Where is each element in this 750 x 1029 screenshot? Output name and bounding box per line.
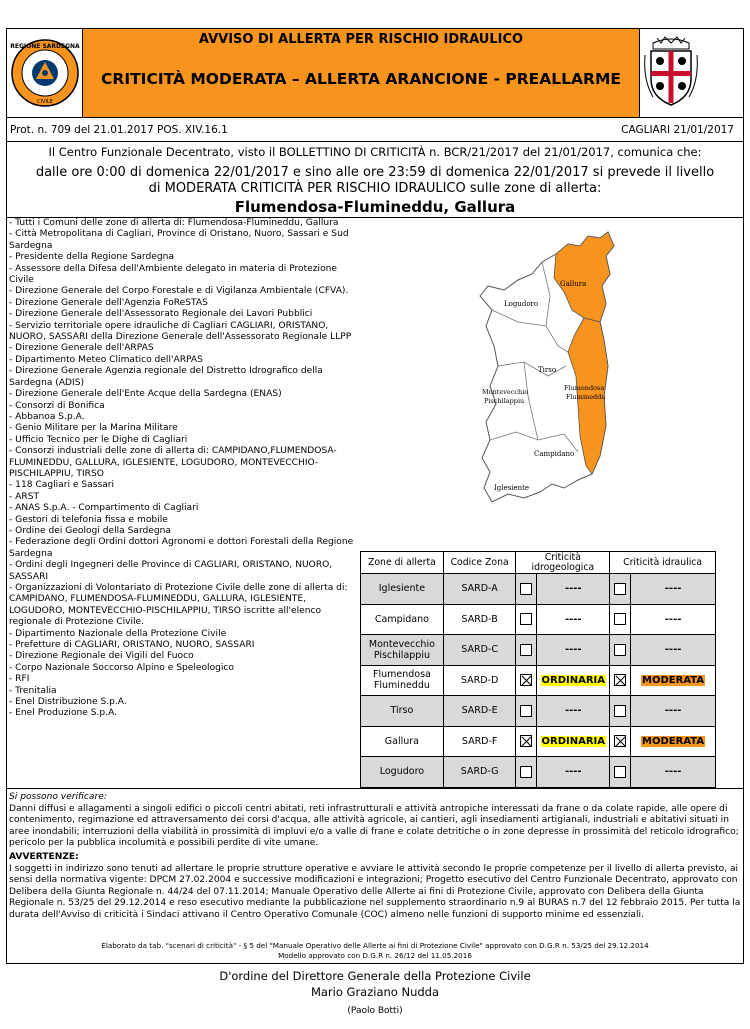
checkbox-icon — [614, 674, 626, 686]
regione-sardegna-logo — [8, 32, 82, 114]
idraulica-level-cell — [631, 665, 716, 696]
place-date: CAGLIARI 21/01/2017 — [621, 124, 734, 136]
logo-left-sub: CIVILE — [37, 99, 53, 105]
divider — [6, 788, 744, 789]
idrogeo-checkbox-cell — [516, 696, 537, 727]
recipient-item: - Direzione Generale Agenzia regionale del Distretto Idrografico della Sardegna (ADIS) — [9, 366, 323, 388]
idrogeo-level: ---- — [564, 766, 582, 778]
sardinia-coat-of-arms-icon — [641, 35, 701, 110]
checkbox-icon — [520, 705, 532, 717]
recipient-item: - Trenitalia — [9, 685, 57, 696]
idraulica-level-cell — [631, 604, 716, 635]
header-idraulica: Criticità idraulica — [610, 552, 716, 574]
recipient-item: - Direzione Regionale dei Vigili del Fuoco — [9, 651, 194, 662]
alert-period-line-2: di MODERATA CRITICITÀ PER RISCHIO IDRAULICO sulle zone di allerta: — [148, 181, 602, 196]
checkbox-icon — [520, 583, 532, 595]
checkbox-icon — [614, 613, 626, 625]
checkbox-icon — [520, 766, 532, 778]
possible-effects-text: Danni diffusi e allagamenti a singoli edifici o piccoli centri abitati, reti infrastrutturali e attività antropiche interessati da frane o da colate rapide, alle opere di contenimento, regimazione ed attraversamento dei corsi d'acqua, alle attività agricole, ai cantieri, agli insediamenti artigianali, industriali e abitativi situati in aree inondabili; interruzioni della viabilità in prossimità di impluvi e/o a valle di frane e colate detritiche o in zone depresse in prossimità del reticolo idrografico; pericolo per la pubblica incolumità e possibili perdite di vite umane. — [9, 803, 739, 849]
checkbox-icon — [614, 705, 626, 717]
recipient-item: - Città Metropolitana di Cagliari, Province di Oristano, Nuoro, Sassari e Sud Sardegna — [9, 229, 349, 251]
divider — [6, 117, 744, 118]
zone-name: Iglesiente — [361, 574, 444, 605]
zone-name: Flumendosa Flumineddu — [361, 665, 444, 696]
map-label-campidano: Campidano — [534, 450, 575, 458]
map-label-flumendosa-2: Flumineddu — [566, 393, 606, 401]
zone-name: Logudoro — [361, 757, 444, 788]
idraulica-checkbox-cell — [610, 696, 631, 727]
zone-code: SARD-A — [443, 574, 516, 605]
intro-text: Il Centro Funzionale Decentrato, visto il BOLLETTINO DI CRITICITÀ n. BCR/21/2017 del 21/01/2017, comunica che: — [48, 145, 702, 159]
recipient-item: - 118 Cagliari e Sassari — [9, 480, 115, 491]
checkbox-icon — [520, 735, 532, 747]
idrogeo-level-cell — [537, 665, 610, 696]
recipient-item: - Dipartimento Meteo Climatico dell'ARPAS — [9, 354, 203, 365]
recipient-item: - Ordini degli Ingegneri delle Province di CAGLIARI, ORISTANO, NUORO, SASSARI — [9, 560, 333, 582]
elaboration-note — [6, 941, 744, 960]
alert-title: AVVISO DI ALLERTA PER RISCHIO IDRAULICO — [198, 32, 524, 47]
idrogeo-level: ---- — [564, 705, 582, 717]
idrogeo-level: ---- — [564, 613, 582, 625]
map-label-gallura: Gallura — [560, 280, 587, 288]
idraulica-checkbox-cell — [610, 665, 631, 696]
idrogeo-checkbox-cell — [516, 635, 537, 666]
recipient-item: - ANAS S.p.A. - Compartimento di Cagliari — [9, 503, 199, 514]
signer-role: D'ordine del Direttore Generale della Protezione Civile — [219, 969, 531, 983]
idraulica-level: ---- — [664, 705, 682, 717]
idraulica-checkbox-cell — [610, 635, 631, 666]
idrogeo-checkbox-cell — [516, 604, 537, 635]
warnings — [9, 852, 741, 922]
idrogeo-level-cell — [537, 696, 610, 727]
idrogeo-level-cell — [537, 726, 610, 757]
recipient-item: - Consorzi di Bonifica — [9, 400, 105, 411]
recipient-item: - Direzione Generale dell'Ente Acque della Sardegna (ENAS) — [9, 389, 282, 400]
idraulica-level-cell — [631, 726, 716, 757]
idrogeo-checkbox-cell — [516, 665, 537, 696]
header-code: Codice Zona — [443, 552, 516, 574]
checkbox-icon — [614, 644, 626, 656]
idraulica-level: ---- — [664, 644, 682, 656]
idraulica-level-cell — [631, 635, 716, 666]
recipient-item: - Tutti i Comuni delle zone di allerta di: Flumendosa-Flumineddu, Gallura — [9, 218, 339, 228]
map-label-montevecchio-1: Montevecchio — [482, 388, 529, 396]
idraulica-checkbox-cell — [610, 604, 631, 635]
table-header-row — [361, 552, 716, 574]
recipient-item: - Direzione Generale dell'Assessorato Regionale dei Lavori Pubblici — [9, 309, 313, 320]
idraulica-level-cell — [631, 696, 716, 727]
idraulica-level-cell — [631, 757, 716, 788]
warnings-title: AVVERTENZE: — [9, 852, 79, 862]
table-row — [361, 757, 716, 788]
possible-effects-title: Si possono verificare: — [9, 792, 107, 802]
checkbox-icon — [614, 735, 626, 747]
idraulica-level-cell — [631, 574, 716, 605]
idrogeo-level: ORDINARIA — [541, 674, 606, 686]
checkbox-icon — [520, 613, 532, 625]
table-row — [361, 696, 716, 727]
table-row — [361, 635, 716, 666]
zone-code: SARD-B — [443, 604, 516, 635]
recipient-item: - Consorzi industriali delle zone di allerta di: CAMPIDANO,FLUMENDOSA-FLUMINEDDU, GALLURA, IGLESIENTE, LOGUDORO, MONTEVECCHIO-PISCHILAPPIU, TIRSO — [9, 446, 337, 479]
sardinia-alert-map — [468, 226, 638, 518]
map-label-flumendosa-1: Flumendosa — [564, 384, 605, 392]
idrogeo-level-cell — [537, 635, 610, 666]
table-row — [361, 665, 716, 696]
checkbox-icon — [614, 766, 626, 778]
zone-code: SARD-D — [443, 665, 516, 696]
idrogeo-level-cell — [537, 604, 610, 635]
recipient-item: - ARST — [9, 491, 40, 502]
recipient-item: - Direzione Generale dell'Agenzia FoReSTAS — [9, 297, 208, 308]
recipient-item: - RFI — [9, 674, 30, 685]
recipient-item: - Prefetture di CAGLIARI, ORISTANO, NUORO, SASSARI — [9, 640, 255, 651]
header-zone: Zone di allerta — [361, 552, 444, 574]
possible-effects — [9, 792, 739, 850]
idraulica-level: ---- — [664, 613, 682, 625]
idrogeo-checkbox-cell — [516, 726, 537, 757]
table-row — [361, 574, 716, 605]
logo-left-text: REGIONE SARDEGNA — [10, 43, 80, 50]
warnings-text: I soggetti in indirizzo sono tenuti ad allertare le proprie strutture operative e avviare le attività secondo le proprie competenze per il livello di allerta previsto, ai sensi della normativa vigente: DPCM 27.02.2004 e successive modificazioni e integrazioni; Progetto esecutivo del Centro Funzionale Decentrato, approvato con Delibera della Giunta Regionale n. 44/24 del 07.11.2014; Manuale Operativo delle Allerte ai fini di Protezione Civile, approvato con Delibera della Giunta Regionale n. 53/25 del 29.12.2014 e reso esecutivo mediante la pubblicazione nel supplemento straordinario n.9 al BURAS n.7 del 12 febbraio 2015. Per tutta la durata dell'Avviso di criticità i Sindaci attivano il Centro Operativo Comunale (COC) almeno nelle funzioni di supporto minime ed essenziali. — [9, 863, 741, 920]
protocol-number: Prot. n. 709 del 21.01.2017 POS. XIV.16.1 — [10, 124, 228, 136]
signer-name: Mario Graziano Nudda — [310, 985, 440, 999]
signer-signature: (Paolo Botti) — [347, 1006, 403, 1016]
recipient-item: - Ufficio Tecnico per le Dighe di Cagliari — [9, 434, 188, 445]
note-line-2: Modello approvato con D.G.R n. 26/12 del 11.05.2016 — [278, 950, 472, 960]
checkbox-icon — [520, 674, 532, 686]
idraulica-checkbox-cell — [610, 574, 631, 605]
zone-code: SARD-G — [443, 757, 516, 788]
map-label-logudoro: Logudoro — [504, 300, 539, 308]
recipient-item: - Assessore della Difesa dell'Ambiente delegato in materia di Protezione Civile — [9, 263, 337, 286]
recipient-item: - Organizzazioni di Volontariato di Protezione Civile delle zone di allerta di: CAMPIDANO, FLUMENDOSA-FLUMINEDDU, GALLURA, IGLESIENTE, LOGUDORO, MONTEVECCHIO-PISCHILAPPIU, TIRSO iscritte all'elenco regionale di Protezione Civile. — [9, 583, 348, 628]
recipient-item: - Direzione Generale dell'ARPAS — [9, 343, 154, 354]
recipient-item: - Enel Produzione S.p.A. — [9, 708, 118, 719]
zone-name: Campidano — [361, 604, 444, 635]
idraulica-level: MODERATA — [642, 735, 705, 747]
recipient-item: - Ordine dei Geologi della Sardegna — [9, 525, 172, 536]
idrogeo-level-cell — [537, 574, 610, 605]
idrogeo-level: ---- — [564, 644, 582, 656]
map-label-montevecchio-2: Pischilappiu — [484, 397, 525, 405]
table-row — [361, 604, 716, 635]
alert-zones-title: Flumendosa-Flumineddu, Gallura — [234, 198, 516, 216]
alert-period — [6, 165, 744, 197]
map-label-tirso: Tirso — [538, 366, 557, 374]
zone-code: SARD-E — [443, 696, 516, 727]
idrogeo-level-cell — [537, 757, 610, 788]
criticality-table — [360, 551, 716, 788]
idrogeo-checkbox-cell — [516, 757, 537, 788]
zone-code: SARD-F — [443, 726, 516, 757]
zone-code: SARD-C — [443, 635, 516, 666]
zone-name: Gallura — [361, 726, 444, 757]
idrogeo-level: ORDINARIA — [541, 735, 606, 747]
idrogeo-level: ---- — [564, 583, 582, 595]
idraulica-level: ---- — [664, 766, 682, 778]
alert-header — [82, 29, 640, 117]
recipient-item: - Abbanoa S.p.A. — [9, 411, 85, 422]
alert-subtitle: CRITICITÀ MODERATA – ALLERTA ARANCIONE - PREALLARME — [101, 70, 621, 88]
zone-name: Montevecchio Pischilappiu — [361, 635, 444, 666]
divider — [6, 141, 744, 142]
recipient-item: - Presidente della Regione Sardegna — [9, 252, 174, 263]
idraulica-checkbox-cell — [610, 726, 631, 757]
recipient-item: - Enel Distribuzione S.p.A. — [9, 697, 127, 708]
idrogeo-checkbox-cell — [516, 574, 537, 605]
recipient-item: - Corpo Nazionale Soccorso Alpino e Speleologico — [9, 662, 234, 673]
checkbox-icon — [614, 583, 626, 595]
table-row — [361, 726, 716, 757]
checkbox-icon — [520, 644, 532, 656]
map-label-iglesiente: Iglesiente — [494, 484, 530, 492]
recipient-item: - Gestori di telefonia fissa e mobile — [9, 514, 168, 525]
header-idrogeo: Criticità idrogeologica — [516, 552, 610, 574]
recipient-item: - Genio Militare per la Marina Militare — [9, 423, 178, 434]
recipient-item: - Servizio territoriale opere idrauliche di Cagliari CAGLIARI, ORISTANO, NUORO, SASSARI della Direzione Generale dell'Assessorato Regionale LLPP — [9, 320, 352, 343]
recipients-list — [9, 218, 354, 720]
alert-period-line-1: dalle ore 0:00 di domenica 22/01/2017 e sino alle ore 23:59 di domenica 22/01/2017 si prevede il livello — [35, 165, 715, 180]
recipient-item: - Dipartimento Nazionale della Protezione Civile — [9, 628, 227, 639]
zone-name: Tirso — [361, 696, 444, 727]
recipient-item: - Federazione degli Ordini dottori Agronomi e dottori Forestali della Regione Sardegna — [9, 537, 354, 559]
idraulica-level: MODERATA — [642, 674, 705, 686]
note-line-1: Elaborato da tab. "scenari di criticità" - § 5 del "Manuale Operativo delle Allerte ai fini di Protezione Civile" approvato con D.G.R n. 53/25 del 29.12.2014 — [101, 941, 649, 950]
recipient-item: - Direzione Generale del Corpo Forestale e di Vigilanza Ambientale (CFVA). — [9, 286, 349, 297]
idraulica-checkbox-cell — [610, 757, 631, 788]
idraulica-level: ---- — [664, 583, 682, 595]
